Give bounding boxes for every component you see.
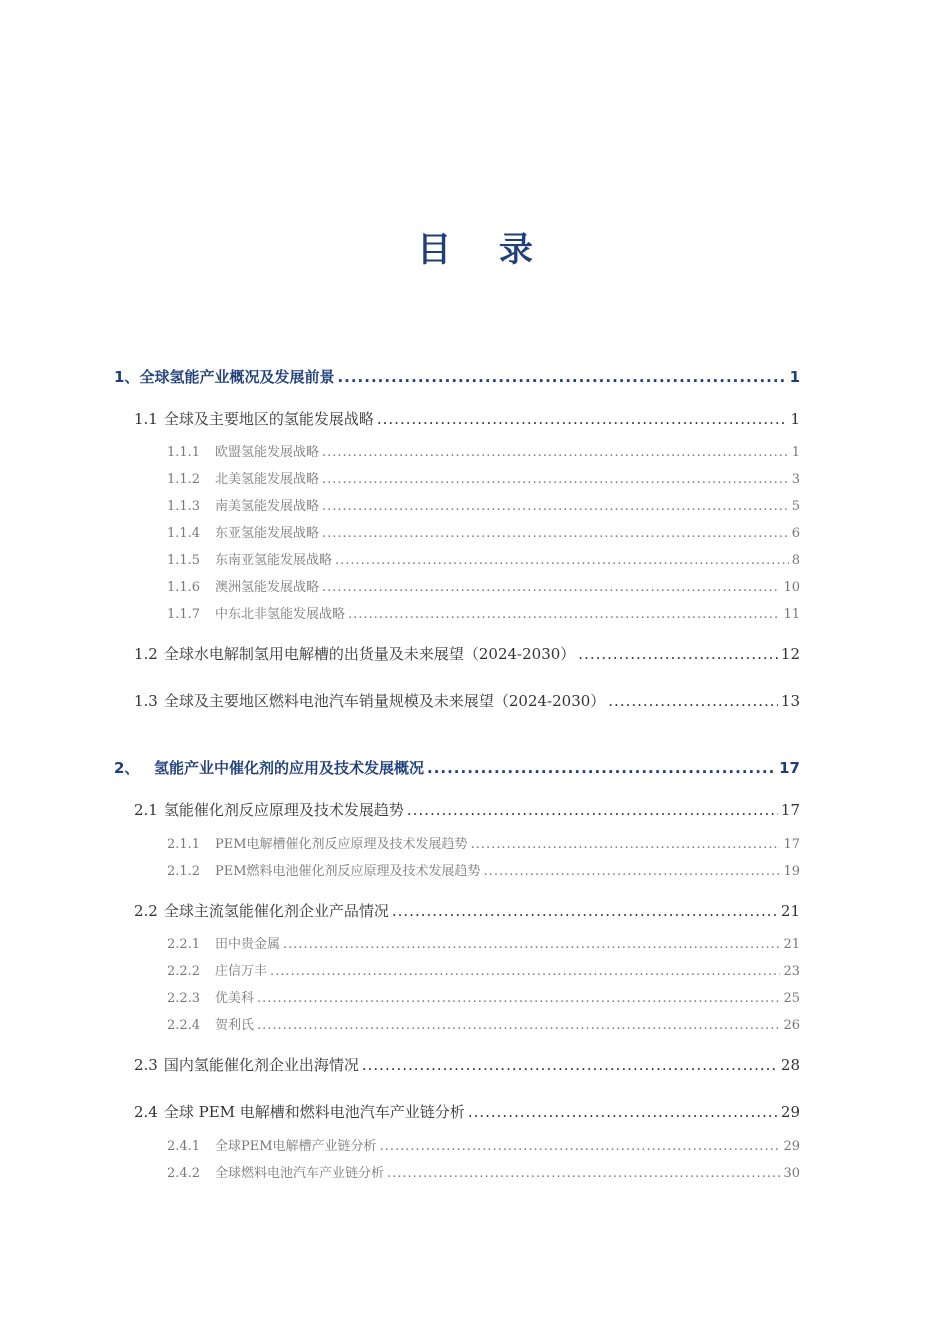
toc-entry-title: 全球及主要地区燃料电池汽车销量规模及未来展望（2024-2030）	[163, 692, 606, 710]
toc-dot-leader	[257, 991, 780, 1006]
toc-entry-page: 12	[780, 645, 800, 663]
toc-entry[interactable]	[167, 960, 800, 979]
toc-entry[interactable]	[167, 1014, 800, 1033]
toc-entry[interactable]	[167, 603, 800, 622]
toc-entry-number: 2.4.2	[167, 1166, 201, 1181]
toc-entry-number: 1.1.3	[167, 499, 201, 514]
toc-entry-number: 2、	[114, 759, 140, 777]
toc-dot-leader	[283, 937, 780, 952]
toc-entry-number: 1.1.4	[167, 526, 201, 541]
toc-dot-leader	[337, 368, 786, 386]
toc-entry[interactable]	[167, 987, 800, 1006]
toc-entry-page: 25	[783, 991, 800, 1006]
toc-dot-leader	[335, 553, 789, 568]
toc-entry-title: PEM电解槽催化剂反应原理及技术发展趋势	[215, 837, 468, 852]
toc-entry-title: PEM燃料电池催化剂反应原理及技术发展趋势	[215, 864, 481, 879]
toc-entry[interactable]	[167, 933, 800, 952]
toc-entry-number: 1.1.1	[167, 445, 201, 460]
toc-entry[interactable]	[134, 643, 800, 664]
toc-entry-number: 1.3	[134, 692, 158, 710]
toc-entry-number: 2.2.1	[167, 937, 201, 952]
toc-entry-page: 21	[783, 937, 800, 952]
toc-entry[interactable]	[134, 1101, 800, 1122]
toc-entry[interactable]	[167, 1135, 800, 1154]
toc-entry-page: 19	[783, 864, 800, 879]
toc-entry-number: 1.1	[134, 410, 158, 428]
toc-entry-number: 1.1.5	[167, 553, 201, 568]
toc-dot-leader	[484, 864, 781, 879]
toc-entry-page: 23	[783, 964, 800, 979]
toc-dot-leader	[578, 645, 778, 663]
toc-entry-title: 东亚氢能发展战略	[215, 526, 320, 541]
toc-entry-title: 全球及主要地区的氢能发展战略	[163, 410, 374, 428]
toc-entry-title: 田中贵金属	[215, 937, 281, 952]
toc-entry-number: 2.4.1	[167, 1139, 201, 1154]
toc-entry-number: 2.2.4	[167, 1018, 201, 1033]
toc-entry[interactable]	[167, 468, 800, 487]
toc-entry-page: 8	[791, 553, 800, 568]
toc-entry-title: 全球水电解制氢用电解槽的出货量及未来展望（2024-2030）	[163, 645, 576, 663]
toc-entry-title: 南美氢能发展战略	[215, 499, 320, 514]
toc-entry-page: 29	[783, 1139, 800, 1154]
toc-dot-leader	[471, 837, 781, 852]
toc-entry-title: 优美科	[215, 991, 255, 1006]
toc-entry-number: 2.2	[134, 902, 158, 920]
toc-dot-leader	[362, 1056, 778, 1074]
toc-dot-leader	[322, 526, 789, 541]
toc-entry[interactable]	[167, 833, 800, 852]
toc-entry-page: 26	[783, 1018, 800, 1033]
toc-entry-title: 氢能产业中催化剂的应用及技术发展概况	[154, 759, 425, 777]
toc-entry-page: 1	[791, 445, 800, 460]
toc-dot-leader	[380, 1139, 781, 1154]
toc-dot-leader	[270, 964, 780, 979]
toc-entry-title: 东南亚氢能发展战略	[215, 553, 333, 568]
toc-entry-page: 29	[780, 1103, 800, 1121]
page-title: 目 录	[417, 230, 551, 270]
toc-dot-leader	[392, 902, 778, 920]
toc-entry-title: 中东北非氢能发展战略	[215, 607, 346, 622]
toc-entry-number: 2.2.3	[167, 991, 201, 1006]
toc-entry-title: 欧盟氢能发展战略	[215, 445, 320, 460]
toc-entry-title: 全球主流氢能催化剂企业产品情况	[163, 902, 389, 920]
toc-entry-number: 1、	[114, 368, 140, 386]
toc-dot-leader	[608, 692, 778, 710]
toc-entry-number: 2.1	[134, 801, 158, 819]
toc-dot-leader	[387, 1166, 780, 1181]
toc-entry-title: 贺利氏	[215, 1018, 255, 1033]
toc-entry[interactable]	[167, 549, 800, 568]
toc-entry-title: 北美氢能发展战略	[215, 472, 320, 487]
toc-dot-leader	[322, 499, 789, 514]
toc-entry[interactable]	[114, 366, 800, 387]
toc-entry-title: 全球氢能产业概况及发展前景	[139, 368, 335, 386]
toc-entry[interactable]	[134, 1054, 800, 1075]
toc-entry-number: 2.1.1	[167, 837, 201, 852]
toc-entry-page: 17	[780, 801, 800, 819]
toc-entry-title: 全球PEM电解槽产业链分析	[215, 1139, 377, 1154]
toc-entry-title: 全球燃料电池汽车产业链分析	[215, 1166, 385, 1181]
toc-entry-page: 10	[783, 580, 800, 595]
toc-entry-number: 2.1.2	[167, 864, 201, 879]
toc-entry-page: 30	[783, 1166, 800, 1181]
toc-entry-number: 2.4	[134, 1103, 158, 1121]
toc-dot-leader	[377, 410, 788, 428]
toc-entry-page: 1	[790, 410, 800, 428]
toc-entry-number: 2.2.2	[167, 964, 201, 979]
toc-entry-page: 5	[791, 499, 800, 514]
toc-entry-page: 13	[780, 692, 800, 710]
toc-entry-title: 澳洲氢能发展战略	[215, 580, 320, 595]
toc-entry-number: 1.1.2	[167, 472, 201, 487]
toc-dot-leader	[348, 607, 780, 622]
toc-dot-leader	[322, 445, 789, 460]
toc-entry[interactable]	[134, 408, 800, 429]
toc-entry-title: 全球 PEM 电解槽和燃料电池汽车产业链分析	[163, 1103, 465, 1121]
toc-entry-title: 庄信万丰	[215, 964, 268, 979]
toc-entry-page: 28	[780, 1056, 800, 1074]
toc-dot-leader	[407, 801, 778, 819]
toc-dot-leader	[322, 580, 780, 595]
toc-entry-number: 2.3	[134, 1056, 158, 1074]
toc-entry-page: 21	[780, 902, 800, 920]
toc-entry-title: 氢能催化剂反应原理及技术发展趋势	[163, 801, 404, 819]
toc-entry-number: 1.1.6	[167, 580, 201, 595]
toc-entry[interactable]	[114, 757, 800, 778]
toc-entry[interactable]	[167, 860, 800, 879]
toc-entry[interactable]	[167, 441, 800, 460]
toc-dot-leader	[427, 759, 776, 777]
toc-dot-leader	[322, 472, 789, 487]
toc-entry[interactable]	[167, 576, 800, 595]
toc-dot-leader	[257, 1018, 780, 1033]
toc-entry-page: 17	[783, 837, 800, 852]
toc-entry[interactable]	[134, 799, 800, 820]
toc-entry[interactable]	[134, 900, 800, 921]
toc-entry-page: 11	[783, 607, 800, 622]
toc-dot-leader	[468, 1103, 778, 1121]
toc-entry-number: 1.1.7	[167, 607, 201, 622]
toc-entry-number: 1.2	[134, 645, 158, 663]
toc-entry-page: 6	[791, 526, 800, 541]
toc-entry-page: 1	[789, 368, 800, 386]
toc-entry[interactable]	[167, 495, 800, 514]
toc-entry[interactable]	[134, 690, 800, 711]
toc-entry-title: 国内氢能催化剂企业出海情况	[163, 1056, 359, 1074]
toc-entry[interactable]	[167, 1162, 800, 1181]
toc-entry-page: 3	[791, 472, 800, 487]
toc-entry[interactable]	[167, 522, 800, 541]
toc-entry-page: 17	[779, 759, 800, 777]
